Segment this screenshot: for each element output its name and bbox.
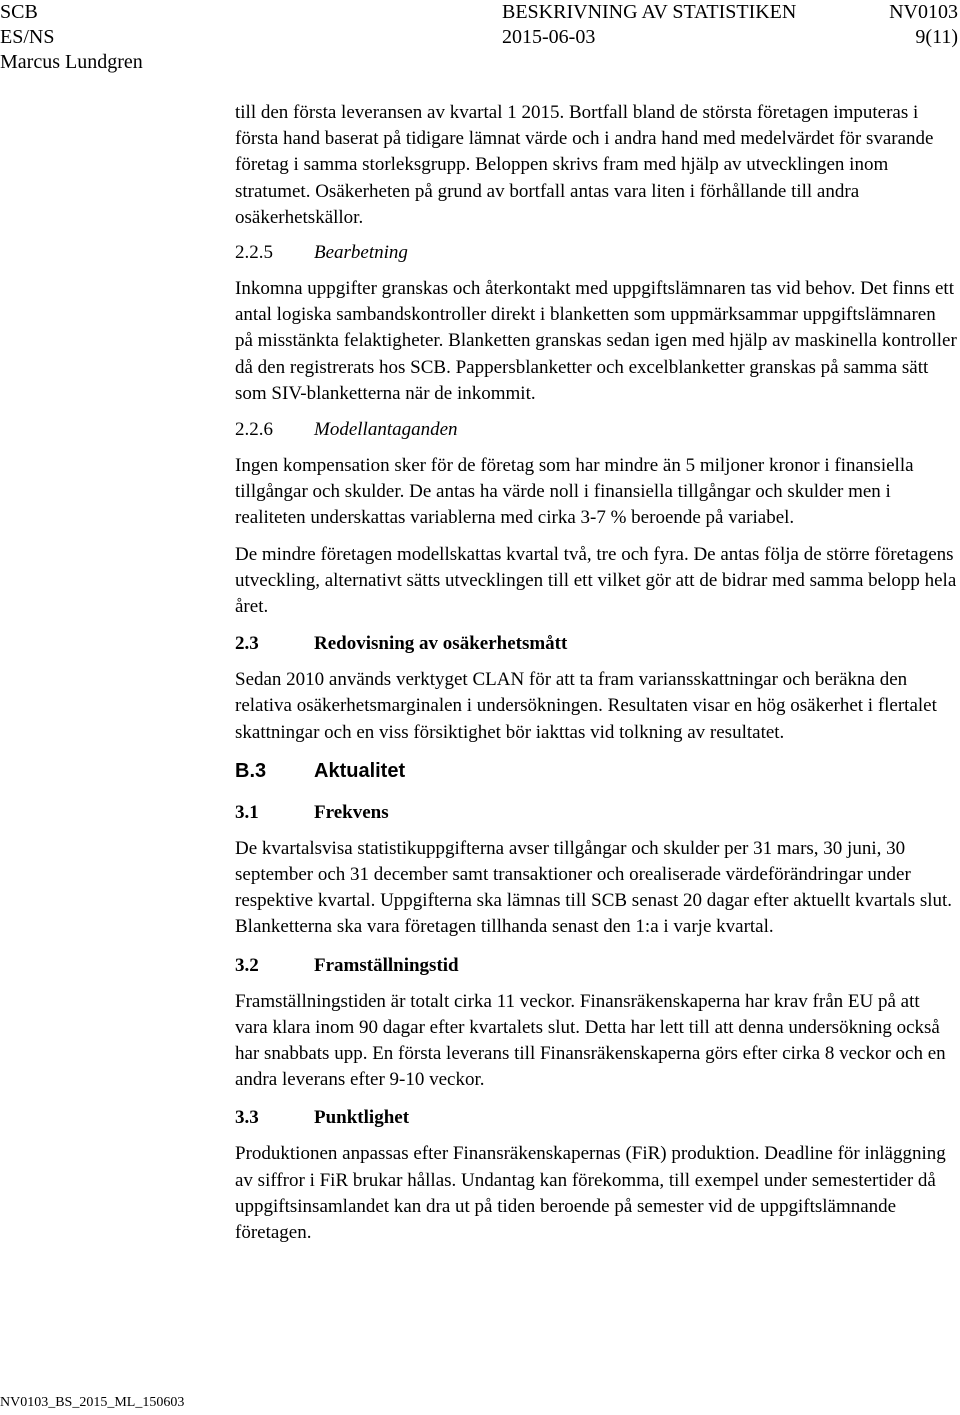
heading-number: 3.1 — [235, 801, 259, 823]
header-unit: ES/NS — [0, 26, 55, 48]
heading-2-3 — [235, 631, 957, 657]
heading-title: Bearbetning — [314, 242, 408, 264]
page-footer: NV0103_BS_2015_ML_150603 — [0, 1395, 185, 1410]
heading-b-3 — [235, 758, 957, 784]
heading-number: 2.2.6 — [235, 419, 273, 441]
heading-2-2-6 — [235, 417, 957, 443]
heading-title: Modellantaganden — [314, 419, 458, 441]
header-doc-code: NV0103 — [889, 1, 958, 23]
paragraph-modellantaganden-1: Ingen kompensation sker för de företag som har mindre än 5 miljoner kronor i finansiella tillgångar och skulder. De antas ha värde noll i finansiella tillgångar och skulder men i realiteten underskattas variablerna med cirka 3-7 % beroende på variabel. — [235, 455, 914, 529]
heading-number: 3.2 — [235, 954, 259, 976]
paragraph-frekvens: De kvartalsvisa statistikuppgifterna avser tillgångar och skulder per 31 mars, 30 juni, 30 september och 31 december samt transaktioner och orealiserade värdeförändringar under respektive kvartal. Uppgifterna ska lämnas till SCB senast 20 dagar efter aktuellt kvartals slut. Blanketterna ska vara företagen tillhanda senast den 1:a i varje kvartal. — [235, 837, 953, 938]
heading-3-3 — [235, 1105, 957, 1131]
heading-2-2-5 — [235, 240, 957, 266]
header-org: SCB — [0, 1, 38, 23]
heading-number: 2.2.5 — [235, 242, 273, 264]
heading-title: Punktlighet — [314, 1107, 410, 1129]
paragraph-bearbetning: Inkomna uppgifter granskas och återkontakt med uppgiftslämnaren tas vid behov. Det finns ett antal logiska sambandskontroller direkt i blanketten som uppmärksammar uppgiftslämnaren på misstänkta felaktigheter. Blanketten granskas sedan igen med hjälp av maskinella kontroller då den registrerats hos SCB. Pappersblanketter och excelblanketter granskas på samma sätt som SIV-blanketterna när de inkommit. — [235, 278, 957, 404]
paragraph-punktlighet: Produktionen anpassas efter Finansräkenskapernas (FiR) produktion. Deadline för inläggning av siffror i FiR brukar hållas. Undantag kan förekomma, till exempel under semestertider då uppgiftsinsamlandet kan dra ut på tiden beroende på semester vid de uppgiftslämnande företagen. — [235, 1143, 946, 1244]
heading-number: B.3 — [235, 759, 267, 782]
heading-title: Framställningstid — [314, 954, 459, 976]
heading-number: 2.3 — [235, 633, 259, 655]
heading-3-1 — [235, 800, 957, 826]
paragraph-bortfall: till den första leveransen av kvartal 1 2015. Bortfall bland de största företagen imputeras i första hand baserat på tidigare lämnat värde och i andra hand med medelvärdet för svarande företag i samma storleksgrupp. Beloppen skrivs fram med hjälp av utvecklingen inom stratumet. Osäkerheten på grund av bortfall antas vara liten i förhållande till andra osäkerhetskällor. — [235, 102, 934, 228]
header-doc-title: BESKRIVNING AV STATISTIKEN — [502, 1, 797, 23]
heading-title: Redovisning av osäkerhetsmått — [314, 633, 568, 655]
heading-title: Aktualitet — [314, 759, 406, 782]
heading-title: Frekvens — [314, 801, 389, 823]
page-header — [0, 0, 960, 80]
document-body — [235, 100, 957, 1246]
paragraph-framstallningstid: Framställningstiden är totalt cirka 11 veckor. Finansräkenskaperna har krav från EU på att vara klara inom 90 dagar efter kvartalets slut. Detta har lett till att denna undersökning också har snabbats upp. En första leverans till Finansräkenskaperna görs efter cirka 8 veckor och en andra leverans efter 9-10 veckor. — [235, 990, 946, 1091]
header-page-number: 9(11) — [915, 26, 958, 48]
heading-3-2 — [235, 953, 957, 979]
heading-number: 3.3 — [235, 1107, 259, 1129]
header-date: 2015-06-03 — [502, 26, 596, 48]
paragraph-modellantaganden-2: De mindre företagen modellskattas kvartal två, tre och fyra. De antas följa de större företagens utveckling, alternativt sätts utvecklingen till ett vilket gör att de bidrar med samma belopp hela året. — [235, 543, 957, 618]
header-author: Marcus Lundgren — [0, 51, 143, 73]
paragraph-osakerhetsmatt: Sedan 2010 används verktyget CLAN för att ta fram variansskattningar och beräkna den relativa osäkerhetsmarginalen i undersökningen. Resultaten visar en hög osäkerhet i flertalet skattningar och en viss försiktighet bör iakttas vid tolkning av resultatet. — [235, 669, 937, 743]
